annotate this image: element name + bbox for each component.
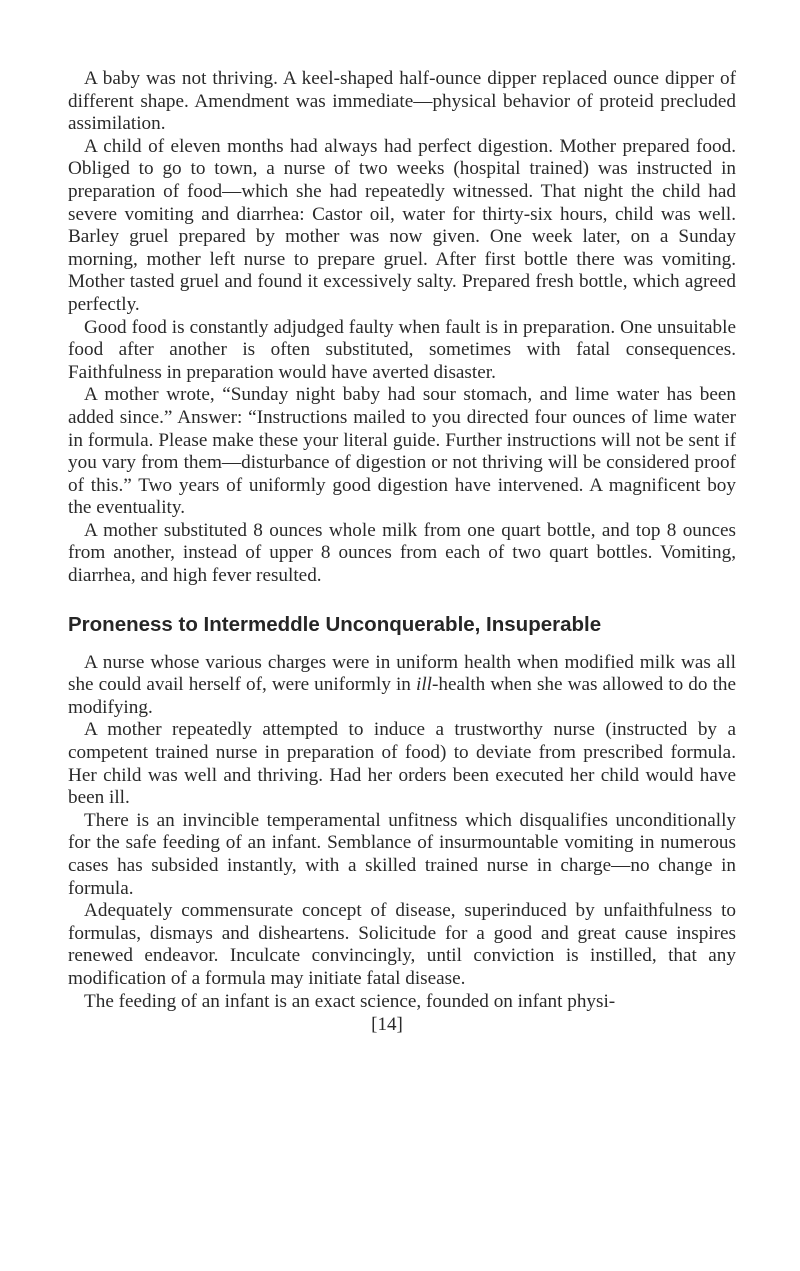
- paragraph-quart-bottles: A mother substituted 8 ounces whole milk from one quart bottle, and top 8 ounces from another, instead of upper 8 ounces from each of two quart bottles. Vomiting, diarrhea, and high fever resulted.: [68, 519, 736, 587]
- book-page: [68, 68, 736, 1037]
- ill-health-italic: ill: [415, 674, 432, 696]
- paragraph-unfitness: There is an invincible temperamental unfitness which disqualifies unconditionally for the safe feeding of an infant. Semblance of insurmountable vomiting in numerous cases has subsided instantly, with a skilled trained nurse in charge—no change in formula.: [68, 809, 736, 899]
- section-heading: Proneness to Intermeddle Unconquerable, Insuperable: [68, 612, 602, 636]
- ill-health-text-after: -health when she was allowed to do the modifying.: [68, 674, 737, 718]
- paragraph-commensurate-concept: Adequately commensurate concept of disease, superinduced by unfaithfulness to formulas, dismays and disheartens. Solicitude for a good and great cause inspires renewed endeavor. Inculcate convincingly, until conviction is instilled, that any modification of a formula may initiate fatal disease.: [68, 900, 736, 989]
- paragraph-dipper: A baby was not thriving. A keel-shaped half-ounce dipper replaced ounce dipper of different shape. Amendment was immediate—physical behavior of proteid precluded assimilation.: [68, 68, 736, 135]
- paragraph-nurse-ill-health: [68, 652, 736, 720]
- paragraph-eleven-months: A child of eleven months had always had perfect digestion. Mother prepared food. Obliged to go to town, a nurse of two weeks (hospital trained) was instructed in preparation of food—which she had repeatedly witnessed. That night the child had severe vomiting and diarrhea: Castor oil, water for thirty-six hours, child was well. Barley gruel prepared by mother was now given. One week later, on a Sunday morning, mother left nurse to prepare gruel. After first bottle there was vomiting. Mother tasted gruel and found it excessively salty. Prepared fresh bottle, which agreed perfectly.: [68, 135, 736, 315]
- paragraph-good-food: Good food is constantly adjudged faulty when fault is in preparation. One unsuitable food after another is often substituted, sometimes with fatal consequences. Faithfulness in preparation would have averted disaster.: [68, 316, 736, 383]
- paragraph-mother-wrote: A mother wrote, “Sunday night baby had sour stomach, and lime water has been added since.” Answer: “Instructions mailed to you directed four ounces of lime water in formula. Please make these your literal guide. Further instructions will not be sent if you vary from them—disturbance of digestion or not thriving will be considered proof of this.” Two years of uniformly good digestion have intervened. A magnificent boy the eventuality.: [68, 384, 736, 519]
- paragraph-exact-science: The feeding of an infant is an exact science, founded on infant physi-: [84, 990, 616, 1012]
- paragraph-trustworthy-nurse: A mother repeatedly attempted to induce a trustworthy nurse (instructed by a competent trained nurse in preparation of food) to deviate from prescribed formula. Her child was well and thriving. Had her orders been executed her child would have been ill.: [68, 719, 736, 809]
- page-number: [14]: [371, 1014, 403, 1036]
- ill-health-text-before: A nurse whose various charges were in uniform health when modified milk was all she could avail herself of, were uniformly in: [68, 651, 736, 696]
